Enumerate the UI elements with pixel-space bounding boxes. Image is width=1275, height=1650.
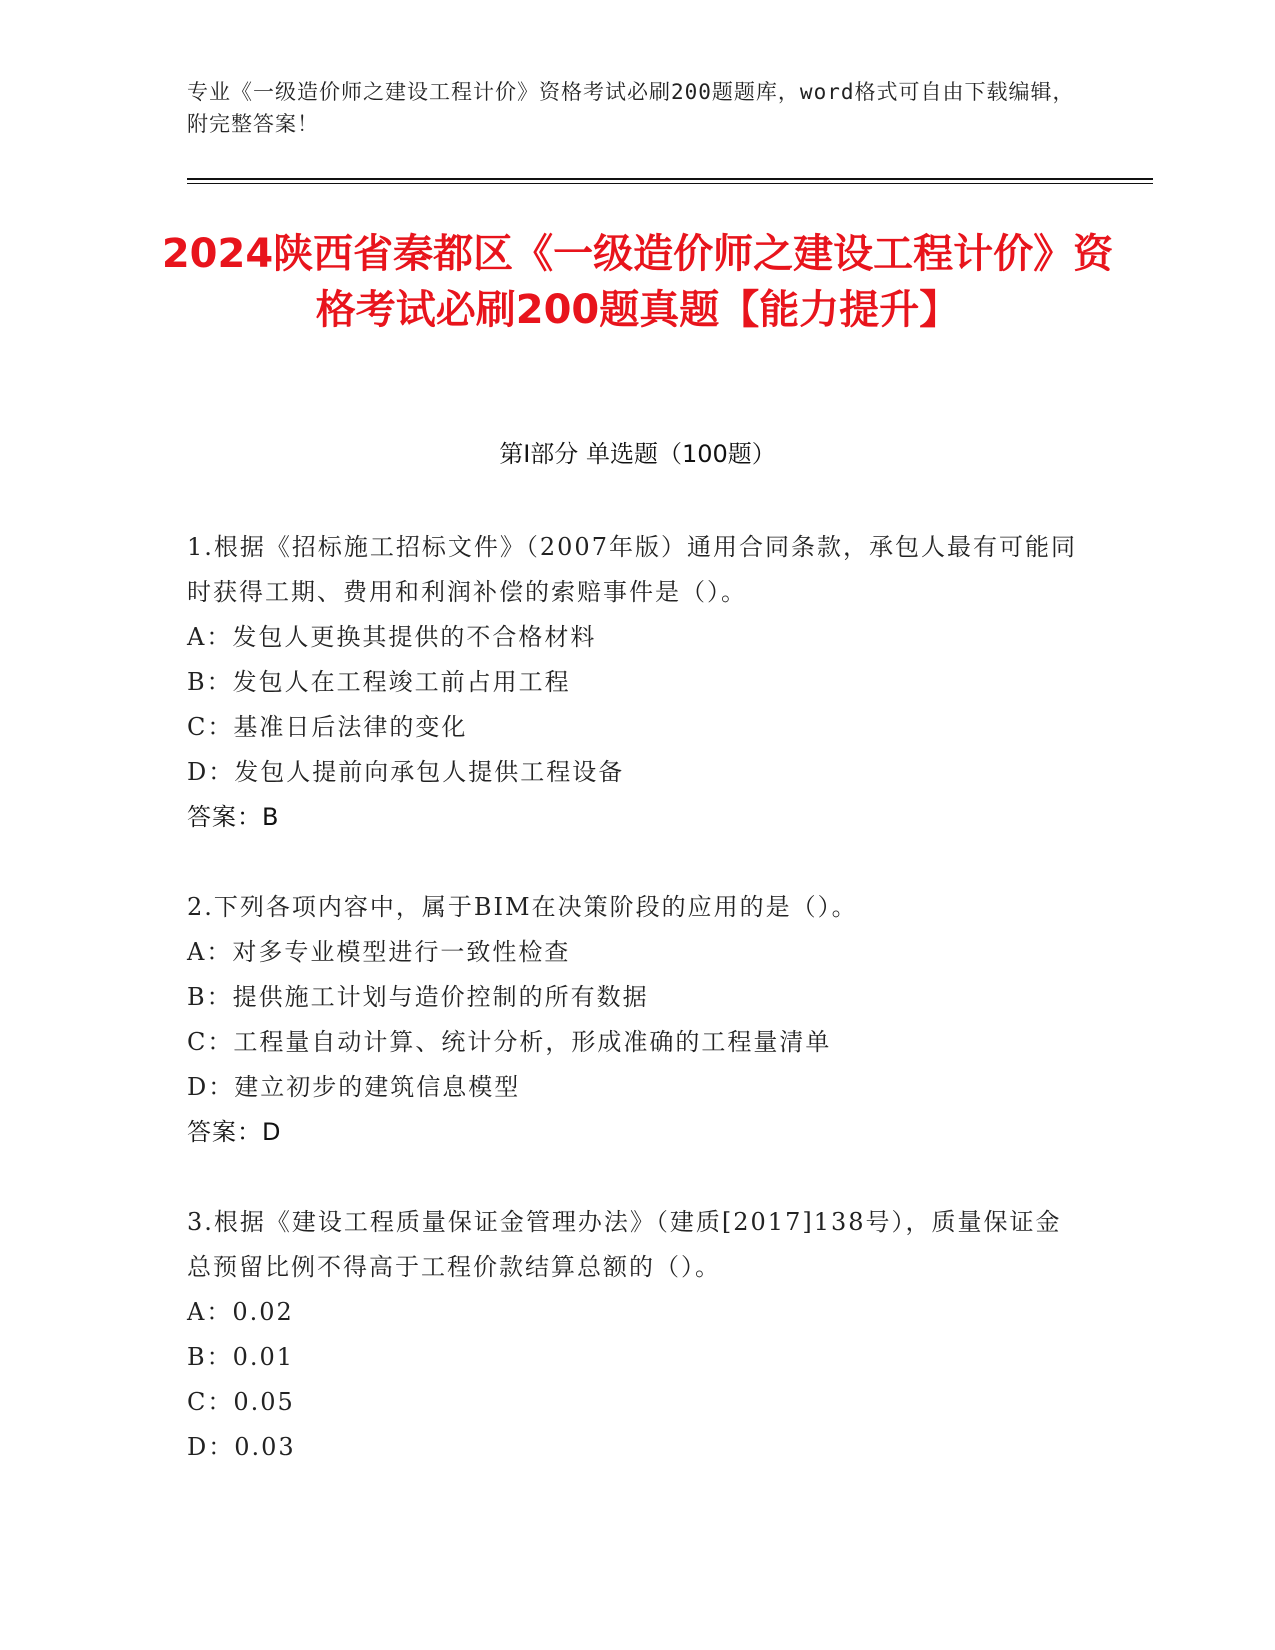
header-divider-thick — [187, 178, 1153, 180]
question-2 — [187, 885, 1087, 1155]
option-b: B：发包人在工程竣工前占用工程 — [187, 668, 571, 696]
question-1 — [187, 525, 1087, 840]
answer: 答案：B — [187, 803, 280, 831]
option-a: A：0.02 — [187, 1298, 294, 1326]
question-stem: 1.根据《招标施工招标文件》（2007年版）通用合同条款，承包人最有可能同时获得工期、费用和利润补偿的索赔事件是（）。 — [187, 533, 1077, 606]
header-note: 专业《一级造价师之建设工程计价》资格考试必刷200题题库，word格式可自由下载编辑，附完整答案！ — [187, 80, 1075, 136]
option-d: D：发包人提前向承包人提供工程设备 — [187, 758, 625, 786]
option-b: B：0.01 — [187, 1343, 295, 1371]
option-a: A：发包人更换其提供的不合格材料 — [187, 623, 597, 651]
option-d: D：0.03 — [187, 1433, 296, 1461]
document-title: 2024陕西省秦都区《一级造价师之建设工程计价》资格考试必刷200题真题【能力提升】 — [161, 231, 1114, 333]
question-list — [187, 525, 1087, 1515]
answer: 答案：D — [187, 1118, 282, 1146]
option-b: B：提供施工计划与造价控制的所有数据 — [187, 983, 649, 1011]
option-a: A：对多专业模型进行一致性检查 — [187, 938, 571, 966]
option-d: D：建立初步的建筑信息模型 — [187, 1073, 521, 1101]
option-c: C：工程量自动计算、统计分析，形成准确的工程量清单 — [187, 1028, 832, 1056]
question-3 — [187, 1200, 1087, 1470]
question-stem: 3.根据《建设工程质量保证金管理办法》（建质[2017]138号），质量保证金总预留比例不得高于工程价款结算总额的（）。 — [187, 1208, 1062, 1281]
option-c: C：基准日后法律的变化 — [187, 713, 468, 741]
section-title: 第I部分 单选题（100题） — [499, 440, 776, 468]
option-c: C：0.05 — [187, 1388, 295, 1416]
question-stem: 2.下列各项内容中，属于BIM在决策阶段的应用的是（）。 — [187, 893, 858, 921]
header-divider-thin — [187, 183, 1153, 184]
